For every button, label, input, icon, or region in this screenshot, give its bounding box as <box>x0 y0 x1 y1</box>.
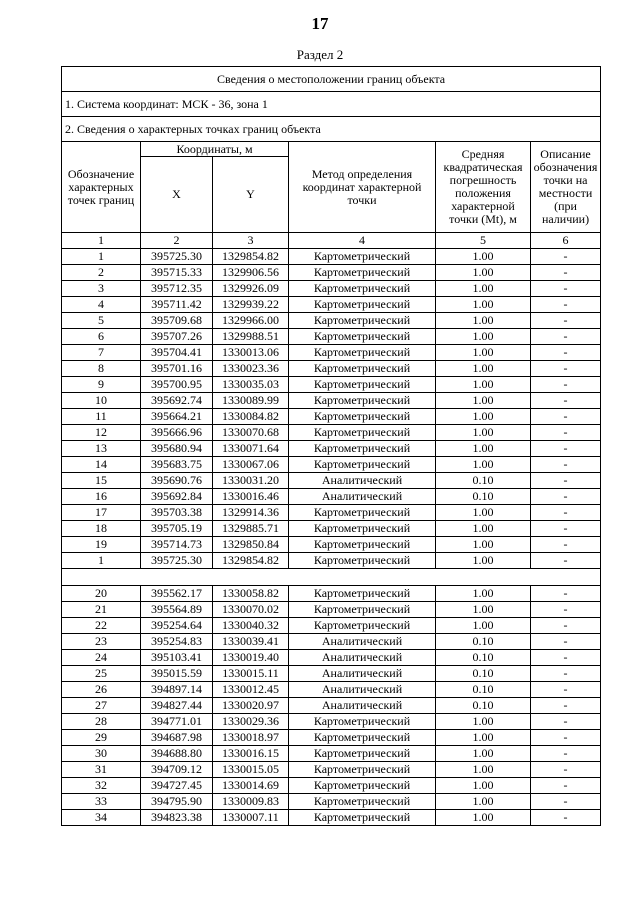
column-number-row <box>62 233 601 249</box>
table-row <box>62 634 601 650</box>
method-cell: Картометрический <box>289 794 436 810</box>
column-number: 3 <box>213 233 289 249</box>
description-cell: - <box>531 762 601 778</box>
table-row <box>62 505 601 521</box>
error-cell: 0.10 <box>436 473 531 489</box>
y-cell: 1329854.82 <box>213 249 289 265</box>
error-cell: 1.00 <box>436 425 531 441</box>
x-cell: 395714.73 <box>141 537 213 553</box>
y-cell: 1330029.36 <box>213 714 289 730</box>
section-label: Раздел 2 <box>296 47 344 62</box>
y-cell: 1330015.05 <box>213 762 289 778</box>
x-cell: 395562.17 <box>141 586 213 602</box>
x-cell: 395680.94 <box>141 441 213 457</box>
boundary-table <box>61 66 601 826</box>
table-row <box>62 698 601 714</box>
y-cell: 1330018.97 <box>213 730 289 746</box>
description-cell: - <box>531 537 601 553</box>
x-cell: 395683.75 <box>141 457 213 473</box>
point-number-cell: 14 <box>62 457 141 473</box>
description-cell: - <box>531 281 601 297</box>
description-cell: - <box>531 698 601 714</box>
description-cell: - <box>531 682 601 698</box>
description-cell: - <box>531 409 601 425</box>
error-cell: 0.10 <box>436 634 531 650</box>
table-row <box>62 537 601 553</box>
header-method: Метод определения координат характерной точки <box>289 142 436 233</box>
header-error: Средняя квадратическая погрешность положения характерной точки (Mt), м <box>436 142 531 233</box>
table-row <box>62 618 601 634</box>
table-row <box>62 265 601 281</box>
error-cell: 1.00 <box>436 249 531 265</box>
y-cell: 1330058.82 <box>213 586 289 602</box>
error-cell: 1.00 <box>436 361 531 377</box>
table-row <box>62 810 601 826</box>
method-cell: Картометрический <box>289 521 436 537</box>
y-cell: 1330089.99 <box>213 393 289 409</box>
method-cell: Аналитический <box>289 698 436 714</box>
method-cell: Картометрический <box>289 537 436 553</box>
x-cell: 395254.83 <box>141 634 213 650</box>
x-cell: 395664.21 <box>141 409 213 425</box>
point-number-cell: 16 <box>62 489 141 505</box>
method-cell: Картометрический <box>289 281 436 297</box>
point-number-cell: 18 <box>62 521 141 537</box>
x-cell: 395700.95 <box>141 377 213 393</box>
x-cell: 394795.90 <box>141 794 213 810</box>
x-cell: 395711.42 <box>141 297 213 313</box>
error-cell: 1.00 <box>436 618 531 634</box>
x-cell: 395705.19 <box>141 521 213 537</box>
method-cell: Картометрический <box>289 393 436 409</box>
description-cell: - <box>531 810 601 826</box>
method-cell: Картометрический <box>289 618 436 634</box>
x-cell: 395564.89 <box>141 602 213 618</box>
x-cell: 395709.68 <box>141 313 213 329</box>
x-cell: 395703.38 <box>141 505 213 521</box>
error-cell: 1.00 <box>436 762 531 778</box>
y-cell: 1330070.68 <box>213 425 289 441</box>
x-cell: 395692.84 <box>141 489 213 505</box>
coordinate-system: 1. Система координат: МСК - 36, зона 1 <box>62 92 601 117</box>
y-cell: 1330039.41 <box>213 634 289 650</box>
table-row <box>62 297 601 313</box>
method-cell: Картометрический <box>289 553 436 569</box>
description-cell: - <box>531 778 601 794</box>
error-cell: 0.10 <box>436 682 531 698</box>
point-number-cell: 30 <box>62 746 141 762</box>
method-cell: Картометрический <box>289 746 436 762</box>
method-cell: Картометрический <box>289 377 436 393</box>
header-coordinates: Координаты, м <box>141 142 289 157</box>
y-cell: 1330067.06 <box>213 457 289 473</box>
error-cell: 1.00 <box>436 329 531 345</box>
x-cell: 395015.59 <box>141 666 213 682</box>
x-cell: 394897.14 <box>141 682 213 698</box>
method-cell: Картометрический <box>289 265 436 281</box>
point-number-cell: 33 <box>62 794 141 810</box>
table-row <box>62 281 601 297</box>
table-row <box>62 489 601 505</box>
description-cell: - <box>531 345 601 361</box>
table-row <box>62 730 601 746</box>
error-cell: 1.00 <box>436 377 531 393</box>
description-cell: - <box>531 313 601 329</box>
y-cell: 1330016.15 <box>213 746 289 762</box>
point-number-cell: 26 <box>62 682 141 698</box>
method-cell: Аналитический <box>289 682 436 698</box>
point-number-cell: 4 <box>62 297 141 313</box>
x-cell: 395725.30 <box>141 553 213 569</box>
table-row <box>62 794 601 810</box>
x-cell: 394727.45 <box>141 778 213 794</box>
separator-cell <box>62 569 601 586</box>
description-cell: - <box>531 361 601 377</box>
table-row <box>62 377 601 393</box>
description-cell: - <box>531 650 601 666</box>
x-cell: 394771.01 <box>141 714 213 730</box>
error-cell: 1.00 <box>436 297 531 313</box>
x-cell: 394827.44 <box>141 698 213 714</box>
error-cell: 1.00 <box>436 441 531 457</box>
error-cell: 1.00 <box>436 537 531 553</box>
point-number-cell: 28 <box>62 714 141 730</box>
point-number-cell: 3 <box>62 281 141 297</box>
point-number-cell: 22 <box>62 618 141 634</box>
method-cell: Картометрический <box>289 457 436 473</box>
y-cell: 1330084.82 <box>213 409 289 425</box>
table-row <box>62 409 601 425</box>
error-cell: 1.00 <box>436 553 531 569</box>
table-row <box>62 345 601 361</box>
x-cell: 395725.30 <box>141 249 213 265</box>
point-number-cell: 8 <box>62 361 141 377</box>
y-cell: 1330031.20 <box>213 473 289 489</box>
error-cell: 1.00 <box>436 313 531 329</box>
method-cell: Картометрический <box>289 425 436 441</box>
description-cell: - <box>531 265 601 281</box>
description-cell: - <box>531 393 601 409</box>
error-cell: 1.00 <box>436 345 531 361</box>
column-number: 1 <box>62 233 141 249</box>
point-number-cell: 11 <box>62 409 141 425</box>
method-cell: Картометрический <box>289 714 436 730</box>
description-cell: - <box>531 249 601 265</box>
x-cell: 394709.12 <box>141 762 213 778</box>
table-row <box>62 746 601 762</box>
point-number-cell: 15 <box>62 473 141 489</box>
x-cell: 395712.35 <box>141 281 213 297</box>
description-cell: - <box>531 666 601 682</box>
table-row <box>62 762 601 778</box>
y-cell: 1330071.64 <box>213 441 289 457</box>
point-number-cell: 31 <box>62 762 141 778</box>
method-cell: Картометрический <box>289 345 436 361</box>
method-cell: Аналитический <box>289 650 436 666</box>
error-cell: 0.10 <box>436 489 531 505</box>
point-number-cell: 25 <box>62 666 141 682</box>
y-cell: 1330013.06 <box>213 345 289 361</box>
y-cell: 1330016.46 <box>213 489 289 505</box>
table-row <box>62 521 601 537</box>
point-number-cell: 32 <box>62 778 141 794</box>
description-cell: - <box>531 505 601 521</box>
y-cell: 1329939.22 <box>213 297 289 313</box>
x-cell: 395715.33 <box>141 265 213 281</box>
error-cell: 1.00 <box>436 714 531 730</box>
error-cell: 1.00 <box>436 730 531 746</box>
x-cell: 395701.16 <box>141 361 213 377</box>
y-cell: 1329906.56 <box>213 265 289 281</box>
description-cell: - <box>531 425 601 441</box>
error-cell: 1.00 <box>436 409 531 425</box>
column-number: 6 <box>531 233 601 249</box>
header-x: X <box>141 157 213 233</box>
error-cell: 1.00 <box>436 505 531 521</box>
description-cell: - <box>531 746 601 762</box>
table-title: Сведения о местоположении границ объекта <box>62 67 601 92</box>
table-row <box>62 441 601 457</box>
x-cell: 394687.98 <box>141 730 213 746</box>
point-number-cell: 19 <box>62 537 141 553</box>
description-cell: - <box>531 553 601 569</box>
header-y: Y <box>213 157 289 233</box>
y-cell: 1329926.09 <box>213 281 289 297</box>
x-cell: 394823.38 <box>141 810 213 826</box>
y-cell: 1330020.97 <box>213 698 289 714</box>
y-cell: 1330007.11 <box>213 810 289 826</box>
error-cell: 1.00 <box>436 810 531 826</box>
point-number-cell: 1 <box>62 553 141 569</box>
table-row <box>62 714 601 730</box>
point-number-cell: 20 <box>62 586 141 602</box>
point-number-cell: 9 <box>62 377 141 393</box>
table-row <box>62 682 601 698</box>
table-row <box>62 602 601 618</box>
description-cell: - <box>531 457 601 473</box>
x-cell: 394688.80 <box>141 746 213 762</box>
description-cell: - <box>531 473 601 489</box>
error-cell: 0.10 <box>436 650 531 666</box>
point-number-cell: 7 <box>62 345 141 361</box>
separator-row <box>62 569 601 586</box>
y-cell: 1329988.51 <box>213 329 289 345</box>
x-cell: 395692.74 <box>141 393 213 409</box>
error-cell: 1.00 <box>436 281 531 297</box>
method-cell: Картометрический <box>289 778 436 794</box>
table-row <box>62 778 601 794</box>
method-cell: Картометрический <box>289 602 436 618</box>
error-cell: 0.10 <box>436 666 531 682</box>
method-cell: Картометрический <box>289 441 436 457</box>
error-cell: 1.00 <box>436 457 531 473</box>
error-cell: 1.00 <box>436 746 531 762</box>
point-number-cell: 21 <box>62 602 141 618</box>
point-number-cell: 17 <box>62 505 141 521</box>
table-row <box>62 393 601 409</box>
x-cell: 395103.41 <box>141 650 213 666</box>
x-cell: 395254.64 <box>141 618 213 634</box>
points-heading: 2. Сведения о характерных точках границ объекта <box>62 117 601 142</box>
description-cell: - <box>531 634 601 650</box>
table-row <box>62 666 601 682</box>
method-cell: Аналитический <box>289 634 436 650</box>
error-cell: 1.00 <box>436 602 531 618</box>
error-cell: 0.10 <box>436 698 531 714</box>
column-number: 4 <box>289 233 436 249</box>
method-cell: Картометрический <box>289 409 436 425</box>
description-cell: - <box>531 794 601 810</box>
point-number-cell: 12 <box>62 425 141 441</box>
y-cell: 1330019.40 <box>213 650 289 666</box>
table-row <box>62 329 601 345</box>
description-cell: - <box>531 329 601 345</box>
description-cell: - <box>531 618 601 634</box>
description-cell: - <box>531 586 601 602</box>
point-number-cell: 1 <box>62 249 141 265</box>
point-number-cell: 27 <box>62 698 141 714</box>
method-cell: Картометрический <box>289 586 436 602</box>
method-cell: Аналитический <box>289 489 436 505</box>
y-cell: 1330070.02 <box>213 602 289 618</box>
table-row <box>62 457 601 473</box>
method-cell: Картометрический <box>289 762 436 778</box>
method-cell: Аналитический <box>289 666 436 682</box>
description-cell: - <box>531 297 601 313</box>
point-number-cell: 10 <box>62 393 141 409</box>
method-cell: Картометрический <box>289 297 436 313</box>
column-number: 2 <box>141 233 213 249</box>
x-cell: 395704.41 <box>141 345 213 361</box>
x-cell: 395707.26 <box>141 329 213 345</box>
y-cell: 1330015.11 <box>213 666 289 682</box>
description-cell: - <box>531 714 601 730</box>
header-description: Описание обозначения точки на местности (при наличии) <box>531 142 601 233</box>
table-row <box>62 361 601 377</box>
x-cell: 395690.76 <box>141 473 213 489</box>
description-cell: - <box>531 489 601 505</box>
error-cell: 1.00 <box>436 265 531 281</box>
boundary-table-body <box>62 67 601 826</box>
method-cell: Картометрический <box>289 505 436 521</box>
method-cell: Картометрический <box>289 313 436 329</box>
y-cell: 1330012.45 <box>213 682 289 698</box>
column-number: 5 <box>436 233 531 249</box>
y-cell: 1330035.03 <box>213 377 289 393</box>
point-number-cell: 34 <box>62 810 141 826</box>
description-cell: - <box>531 730 601 746</box>
table-row <box>62 249 601 265</box>
table-row <box>62 425 601 441</box>
description-cell: - <box>531 602 601 618</box>
error-cell: 1.00 <box>436 778 531 794</box>
point-number-cell: 29 <box>62 730 141 746</box>
point-number-cell: 6 <box>62 329 141 345</box>
y-cell: 1330023.36 <box>213 361 289 377</box>
y-cell: 1330014.69 <box>213 778 289 794</box>
table-row <box>62 313 601 329</box>
error-cell: 1.00 <box>436 586 531 602</box>
point-number-cell: 23 <box>62 634 141 650</box>
description-cell: - <box>531 441 601 457</box>
error-cell: 1.00 <box>436 521 531 537</box>
method-cell: Картометрический <box>289 810 436 826</box>
table-row <box>62 553 601 569</box>
table-row <box>62 473 601 489</box>
description-cell: - <box>531 377 601 393</box>
point-number-cell: 13 <box>62 441 141 457</box>
method-cell: Аналитический <box>289 473 436 489</box>
page-number: 17 <box>311 14 329 33</box>
method-cell: Картометрический <box>289 730 436 746</box>
method-cell: Картометрический <box>289 361 436 377</box>
y-cell: 1330009.83 <box>213 794 289 810</box>
table-row <box>62 650 601 666</box>
error-cell: 1.00 <box>436 393 531 409</box>
y-cell: 1329854.82 <box>213 553 289 569</box>
y-cell: 1329885.71 <box>213 521 289 537</box>
method-cell: Картометрический <box>289 249 436 265</box>
y-cell: 1329966.00 <box>213 313 289 329</box>
point-number-cell: 24 <box>62 650 141 666</box>
y-cell: 1330040.32 <box>213 618 289 634</box>
method-cell: Картометрический <box>289 329 436 345</box>
point-number-cell: 2 <box>62 265 141 281</box>
x-cell: 395666.96 <box>141 425 213 441</box>
point-number-cell: 5 <box>62 313 141 329</box>
description-cell: - <box>531 521 601 537</box>
y-cell: 1329850.84 <box>213 537 289 553</box>
header-designation: Обозначение характерных точек границ <box>62 142 141 233</box>
table-row <box>62 586 601 602</box>
error-cell: 1.00 <box>436 794 531 810</box>
y-cell: 1329914.36 <box>213 505 289 521</box>
